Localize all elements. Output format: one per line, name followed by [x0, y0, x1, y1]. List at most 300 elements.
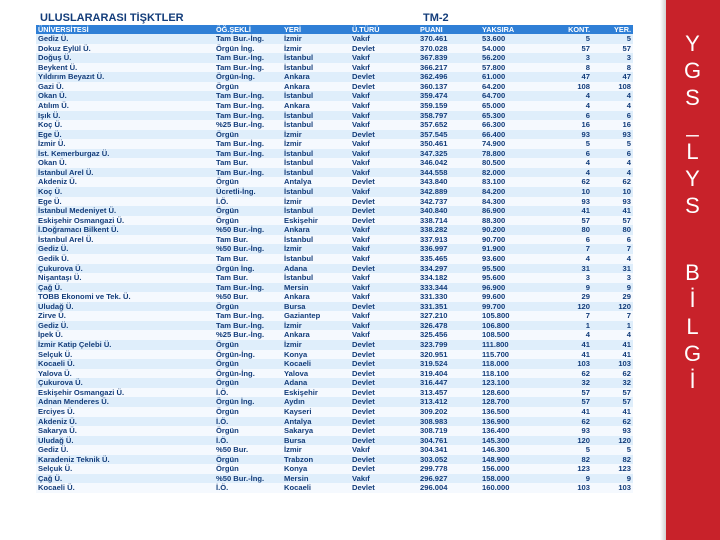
- cell-quota: 29: [542, 292, 592, 302]
- cell-placed: 57: [592, 216, 633, 226]
- cell-score: 336.997: [418, 244, 480, 254]
- cell-location: Trabzon: [282, 455, 350, 465]
- cell-study-type: Ücretli-İng.: [214, 187, 282, 197]
- cell-score: 326.478: [418, 321, 480, 331]
- cell-score: 342.737: [418, 197, 480, 207]
- cell-university: Zirve Ü.: [36, 311, 214, 321]
- cell-university: Çukurova Ü.: [36, 378, 214, 388]
- table-row: [36, 53, 633, 63]
- table-row: [36, 72, 633, 82]
- cell-study-type: Tam Bur.-İng.: [214, 283, 282, 293]
- cell-rank: 160.000: [480, 483, 542, 493]
- cell-university: Uludağ Ü.: [36, 436, 214, 446]
- cell-score: 340.840: [418, 206, 480, 216]
- cell-placed: 120: [592, 436, 633, 446]
- table-row: [36, 216, 633, 226]
- cell-study-type: Tam Bur.-İng.: [214, 101, 282, 111]
- cell-university: Ege Ü.: [36, 197, 214, 207]
- cell-quota: 7: [542, 311, 592, 321]
- cell-score: 357.545: [418, 130, 480, 140]
- cell-university: İ.Doğramacı Bilkent Ü.: [36, 225, 214, 235]
- cell-university-type: Devlet: [350, 388, 418, 398]
- sidebar-word-ygs-lys: [684, 30, 702, 219]
- cell-location: İstanbul: [282, 158, 350, 168]
- cell-university: İstanbul Arel Ü.: [36, 235, 214, 245]
- cell-university-type: Vakıf: [350, 311, 418, 321]
- cell-study-type: Örgün-İng.: [214, 369, 282, 379]
- cell-placed: 103: [592, 359, 633, 369]
- cell-study-type: Örgün: [214, 378, 282, 388]
- cell-quota: 93: [542, 197, 592, 207]
- cell-study-type: %25 Bur.-İng.: [214, 330, 282, 340]
- cell-university: Akdeniz Ü.: [36, 177, 214, 187]
- cell-location: İstanbul: [282, 91, 350, 101]
- cell-study-type: Tam Bur.-İng.: [214, 168, 282, 178]
- table-row: [36, 388, 633, 398]
- sidebar-letter: S: [685, 193, 701, 218]
- cell-university-type: Devlet: [350, 340, 418, 350]
- cell-placed: 7: [592, 311, 633, 321]
- cell-university: Selçuk Ü.: [36, 464, 214, 474]
- cell-quota: 82: [542, 455, 592, 465]
- cell-quota: 4: [542, 168, 592, 178]
- cell-location: İzmir: [282, 445, 350, 455]
- cell-rank: 66.300: [480, 120, 542, 130]
- cell-score: 316.447: [418, 378, 480, 388]
- cell-location: İzmir: [282, 139, 350, 149]
- cell-university: Çukurova Ü.: [36, 264, 214, 274]
- cell-quota: 41: [542, 407, 592, 417]
- cell-location: İzmir: [282, 130, 350, 140]
- cell-rank: 56.200: [480, 53, 542, 63]
- cell-placed: 3: [592, 273, 633, 283]
- cell-study-type: %25 Bur.-İng.: [214, 120, 282, 130]
- sidebar-letter: _: [686, 112, 700, 137]
- cell-score: 304.341: [418, 445, 480, 455]
- cell-score: 343.840: [418, 177, 480, 187]
- cell-study-type: Örgün: [214, 426, 282, 436]
- cell-score: 319.524: [418, 359, 480, 369]
- cell-placed: 82: [592, 455, 633, 465]
- cell-university-type: Devlet: [350, 177, 418, 187]
- cell-rank: 90.200: [480, 225, 542, 235]
- header-score: PUANI: [418, 25, 480, 34]
- cell-placed: 7: [592, 244, 633, 254]
- cell-score: 337.913: [418, 235, 480, 245]
- cell-quota: 120: [542, 436, 592, 446]
- table-row: [36, 206, 633, 216]
- cell-university: Eskişehir Osmangazi Ü.: [36, 388, 214, 398]
- cell-location: İstanbul: [282, 149, 350, 159]
- cell-placed: 41: [592, 206, 633, 216]
- cell-placed: 80: [592, 225, 633, 235]
- cell-placed: 57: [592, 397, 633, 407]
- cell-rank: 95.600: [480, 273, 542, 283]
- results-table-image: [36, 12, 633, 502]
- cell-score: 335.465: [418, 254, 480, 264]
- cell-university-type: Devlet: [350, 72, 418, 82]
- table-row: [36, 474, 633, 484]
- cell-university: Erciyes Ü.: [36, 407, 214, 417]
- cell-university: Karadeniz Teknik Ü.: [36, 455, 214, 465]
- cell-location: İzmir: [282, 44, 350, 54]
- cell-location: Kocaeli: [282, 483, 350, 493]
- cell-placed: 103: [592, 483, 633, 493]
- sidebar-letter: G: [683, 58, 703, 83]
- cell-quota: 4: [542, 330, 592, 340]
- sidebar-letter: Y: [685, 166, 701, 191]
- cell-score: 360.137: [418, 82, 480, 92]
- table-row: [36, 340, 633, 350]
- cell-university-type: Devlet: [350, 455, 418, 465]
- table-row: [36, 378, 633, 388]
- cell-quota: 4: [542, 158, 592, 168]
- cell-placed: 6: [592, 111, 633, 121]
- cell-study-type: Tam Bur.: [214, 254, 282, 264]
- cell-university: İstanbul Arel Ü.: [36, 168, 214, 178]
- cell-university-type: Vakıf: [350, 149, 418, 159]
- cell-university: Gedik Ü.: [36, 254, 214, 264]
- cell-quota: 123: [542, 464, 592, 474]
- cell-rank: 84.200: [480, 187, 542, 197]
- table-row: [36, 168, 633, 178]
- table-row: [36, 483, 633, 493]
- cell-location: Mersin: [282, 283, 350, 293]
- table-row: [36, 101, 633, 111]
- table-row: [36, 455, 633, 465]
- cell-placed: 4: [592, 330, 633, 340]
- cell-study-type: Örgün: [214, 340, 282, 350]
- table-row: [36, 254, 633, 264]
- cell-rank: 91.900: [480, 244, 542, 254]
- cell-location: Ankara: [282, 330, 350, 340]
- cell-study-type: Tam Bur.-İng.: [214, 149, 282, 159]
- cell-score: 344.558: [418, 168, 480, 178]
- cell-placed: 41: [592, 340, 633, 350]
- cell-university-type: Vakıf: [350, 101, 418, 111]
- cell-placed: 41: [592, 407, 633, 417]
- cell-university: Gazi Ü.: [36, 82, 214, 92]
- cell-rank: 99.700: [480, 302, 542, 312]
- cell-rank: 106.800: [480, 321, 542, 331]
- table-row: [36, 244, 633, 254]
- cell-location: Antalya: [282, 177, 350, 187]
- cell-university-type: Vakıf: [350, 63, 418, 73]
- table-row: [36, 302, 633, 312]
- cell-quota: 41: [542, 340, 592, 350]
- cell-study-type: Örgün-İng.: [214, 350, 282, 360]
- cell-quota: 6: [542, 235, 592, 245]
- cell-location: İstanbul: [282, 168, 350, 178]
- table-title: [40, 12, 633, 25]
- header-location: YERİ: [282, 25, 350, 34]
- cell-university: Doğuş Ü.: [36, 53, 214, 63]
- cell-study-type: %50 Bur.: [214, 445, 282, 455]
- cell-quota: 3: [542, 273, 592, 283]
- cell-study-type: Örgün: [214, 82, 282, 92]
- cell-study-type: İ.Ö.: [214, 483, 282, 493]
- table-row: [36, 397, 633, 407]
- cell-rank: 136.400: [480, 426, 542, 436]
- cell-university: Uludağ Ü.: [36, 302, 214, 312]
- cell-location: Ankara: [282, 72, 350, 82]
- cell-quota: 80: [542, 225, 592, 235]
- table-row: [36, 139, 633, 149]
- cell-location: İstanbul: [282, 206, 350, 216]
- cell-university: Yıldırım Beyazıt Ü.: [36, 72, 214, 82]
- cell-rank: 53.600: [480, 34, 542, 44]
- cell-study-type: İ.Ö.: [214, 197, 282, 207]
- cell-rank: 88.300: [480, 216, 542, 226]
- table-row: [36, 187, 633, 197]
- cell-location: Eskişehir: [282, 388, 350, 398]
- cell-quota: 5: [542, 139, 592, 149]
- cell-quota: 41: [542, 206, 592, 216]
- cell-quota: 62: [542, 177, 592, 187]
- cell-score: 358.797: [418, 111, 480, 121]
- cell-placed: 57: [592, 388, 633, 398]
- cell-quota: 57: [542, 44, 592, 54]
- header-study-type: ÖĞ.ŞEKLİ: [214, 25, 282, 34]
- cell-quota: 5: [542, 34, 592, 44]
- cell-university-type: Vakıf: [350, 111, 418, 121]
- table-title-text: ULUSLARARASI TİŞKTLER: [40, 12, 184, 24]
- cell-university-type: Vakıf: [350, 321, 418, 331]
- cell-score: 296.927: [418, 474, 480, 484]
- cell-university: Nişantaşı Ü.: [36, 273, 214, 283]
- cell-university: Gediz Ü.: [36, 445, 214, 455]
- cell-placed: 5: [592, 445, 633, 455]
- cell-university-type: Vakıf: [350, 120, 418, 130]
- cell-placed: 57: [592, 44, 633, 54]
- cell-quota: 120: [542, 302, 592, 312]
- cell-score: 350.461: [418, 139, 480, 149]
- sidebar-letter: Y: [685, 31, 701, 56]
- cell-placed: 32: [592, 378, 633, 388]
- cell-rank: 118.000: [480, 359, 542, 369]
- cell-score: 299.778: [418, 464, 480, 474]
- cell-rank: 84.300: [480, 197, 542, 207]
- cell-quota: 6: [542, 149, 592, 159]
- cell-university-type: Vakıf: [350, 91, 418, 101]
- cell-university-type: Vakıf: [350, 139, 418, 149]
- cell-university: İzmir Ü.: [36, 139, 214, 149]
- cell-university-type: Vakıf: [350, 273, 418, 283]
- cell-placed: 123: [592, 464, 633, 474]
- cell-rank: 105.800: [480, 311, 542, 321]
- cell-placed: 31: [592, 264, 633, 274]
- cell-score: 362.496: [418, 72, 480, 82]
- table-row: [36, 464, 633, 474]
- table-row: [36, 63, 633, 73]
- cell-university: Adnan Menderes Ü.: [36, 397, 214, 407]
- header-quota: KONT.: [542, 25, 592, 34]
- table-row: [36, 407, 633, 417]
- cell-score: 331.330: [418, 292, 480, 302]
- cell-score: 303.052: [418, 455, 480, 465]
- header-rank: YAKSIRA: [480, 25, 542, 34]
- cell-university: İstanbul Medeniyet Ü.: [36, 206, 214, 216]
- cell-university: Işık Ü.: [36, 111, 214, 121]
- cell-score: 359.159: [418, 101, 480, 111]
- cell-location: Konya: [282, 350, 350, 360]
- cell-quota: 32: [542, 378, 592, 388]
- cell-university: Çağ Ü.: [36, 474, 214, 484]
- cell-rank: 93.600: [480, 254, 542, 264]
- cell-study-type: Tam Bur.-İng.: [214, 53, 282, 63]
- cell-university-type: Devlet: [350, 264, 418, 274]
- cell-study-type: %50 Bur.-İng.: [214, 474, 282, 484]
- sidebar-letter: G: [683, 341, 703, 366]
- cell-score: 367.839: [418, 53, 480, 63]
- cell-location: İstanbul: [282, 120, 350, 130]
- cell-study-type: Örgün: [214, 177, 282, 187]
- cell-rank: 80.500: [480, 158, 542, 168]
- cell-score: 334.182: [418, 273, 480, 283]
- cell-placed: 47: [592, 72, 633, 82]
- cell-university: Eskişehir Osmangazi Ü.: [36, 216, 214, 226]
- cell-placed: 62: [592, 369, 633, 379]
- cell-location: Adana: [282, 264, 350, 274]
- sidebar-letter: L: [686, 314, 700, 339]
- cell-placed: 93: [592, 130, 633, 140]
- cell-score: 342.889: [418, 187, 480, 197]
- cell-rank: 146.300: [480, 445, 542, 455]
- cell-university: Okan Ü.: [36, 91, 214, 101]
- cell-study-type: Tam Bur.: [214, 273, 282, 283]
- table-row: [36, 359, 633, 369]
- cell-rank: 65.300: [480, 111, 542, 121]
- cell-rank: 128.600: [480, 388, 542, 398]
- cell-rank: 86.900: [480, 206, 542, 216]
- cell-university-type: Vakıf: [350, 34, 418, 44]
- cell-university: Koç Ü.: [36, 120, 214, 130]
- cell-location: İstanbul: [282, 63, 350, 73]
- cell-location: Kayseri: [282, 407, 350, 417]
- cell-score: 304.761: [418, 436, 480, 446]
- cell-quota: 93: [542, 130, 592, 140]
- cell-placed: 1: [592, 321, 633, 331]
- cell-score: 308.983: [418, 417, 480, 427]
- cell-placed: 29: [592, 292, 633, 302]
- table-row: [36, 436, 633, 446]
- cell-score: 331.351: [418, 302, 480, 312]
- table-row: [36, 330, 633, 340]
- table-row: [36, 350, 633, 360]
- cell-study-type: İ.Ö.: [214, 417, 282, 427]
- cell-study-type: %50 Bur.-İng.: [214, 225, 282, 235]
- cell-study-type: Örgün-İng.: [214, 72, 282, 82]
- cell-study-type: Örgün: [214, 464, 282, 474]
- table-row: [36, 197, 633, 207]
- cell-university: İpek Ü.: [36, 330, 214, 340]
- cell-quota: 7: [542, 244, 592, 254]
- cell-rank: 115.700: [480, 350, 542, 360]
- cell-rank: 148.900: [480, 455, 542, 465]
- cell-university: Okan Ü.: [36, 158, 214, 168]
- cell-quota: 57: [542, 216, 592, 226]
- cell-placed: 5: [592, 34, 633, 44]
- cell-quota: 4: [542, 101, 592, 111]
- table-row: [36, 311, 633, 321]
- cell-location: Bursa: [282, 436, 350, 446]
- cell-university: Ege Ü.: [36, 130, 214, 140]
- table-row: [36, 34, 633, 44]
- cell-university-type: Vakıf: [350, 292, 418, 302]
- cell-location: İstanbul: [282, 254, 350, 264]
- cell-rank: 99.600: [480, 292, 542, 302]
- table-row: [36, 44, 633, 54]
- cell-quota: 10: [542, 187, 592, 197]
- cell-rank: 82.000: [480, 168, 542, 178]
- cell-quota: 62: [542, 417, 592, 427]
- cell-rank: 123.100: [480, 378, 542, 388]
- header-university: ÜNİVERSİTESİ: [36, 25, 214, 34]
- table-row: [36, 264, 633, 274]
- table-row: [36, 149, 633, 159]
- cell-rank: 136.900: [480, 417, 542, 427]
- cell-score: 296.004: [418, 483, 480, 493]
- cell-score: 333.344: [418, 283, 480, 293]
- cell-location: İzmir: [282, 34, 350, 44]
- cell-rank: 108.500: [480, 330, 542, 340]
- cell-university-type: Devlet: [350, 206, 418, 216]
- cell-placed: 108: [592, 82, 633, 92]
- cell-score: 327.210: [418, 311, 480, 321]
- cell-score: 313.412: [418, 397, 480, 407]
- cell-placed: 6: [592, 235, 633, 245]
- table-row: [36, 292, 633, 302]
- sidebar-shadow: [660, 0, 666, 540]
- cell-location: Kocaeli: [282, 359, 350, 369]
- cell-study-type: Örgün İng.: [214, 264, 282, 274]
- cell-university: Gediz Ü.: [36, 34, 214, 44]
- cell-university-type: Vakıf: [350, 330, 418, 340]
- cell-study-type: Tam Bur.: [214, 158, 282, 168]
- cell-location: Ankara: [282, 82, 350, 92]
- cell-score: 308.719: [418, 426, 480, 436]
- table-row: [36, 111, 633, 121]
- cell-rank: 158.000: [480, 474, 542, 484]
- sidebar-letter: S: [685, 85, 701, 110]
- cell-university-type: Vakıf: [350, 168, 418, 178]
- cell-study-type: İ.Ö.: [214, 388, 282, 398]
- cell-placed: 5: [592, 139, 633, 149]
- cell-quota: 103: [542, 483, 592, 493]
- table-row: [36, 417, 633, 427]
- cell-quota: 9: [542, 474, 592, 484]
- cell-university-type: Vakıf: [350, 158, 418, 168]
- cell-score: 370.461: [418, 34, 480, 44]
- cell-score: 346.042: [418, 158, 480, 168]
- cell-quota: 103: [542, 359, 592, 369]
- cell-location: İstanbul: [282, 235, 350, 245]
- cell-quota: 47: [542, 72, 592, 82]
- cell-quota: 6: [542, 111, 592, 121]
- cell-location: İstanbul: [282, 273, 350, 283]
- cell-university-type: Devlet: [350, 369, 418, 379]
- cell-study-type: %50 Bur.: [214, 292, 282, 302]
- cell-quota: 57: [542, 397, 592, 407]
- cell-quota: 41: [542, 350, 592, 360]
- cell-placed: 16: [592, 120, 633, 130]
- cell-quota: 5: [542, 445, 592, 455]
- cell-quota: 4: [542, 254, 592, 264]
- cell-university: Yalova Ü.: [36, 369, 214, 379]
- cell-study-type: Tam Bur.-İng.: [214, 34, 282, 44]
- table-row: [36, 273, 633, 283]
- cell-university: Akdeniz Ü.: [36, 417, 214, 427]
